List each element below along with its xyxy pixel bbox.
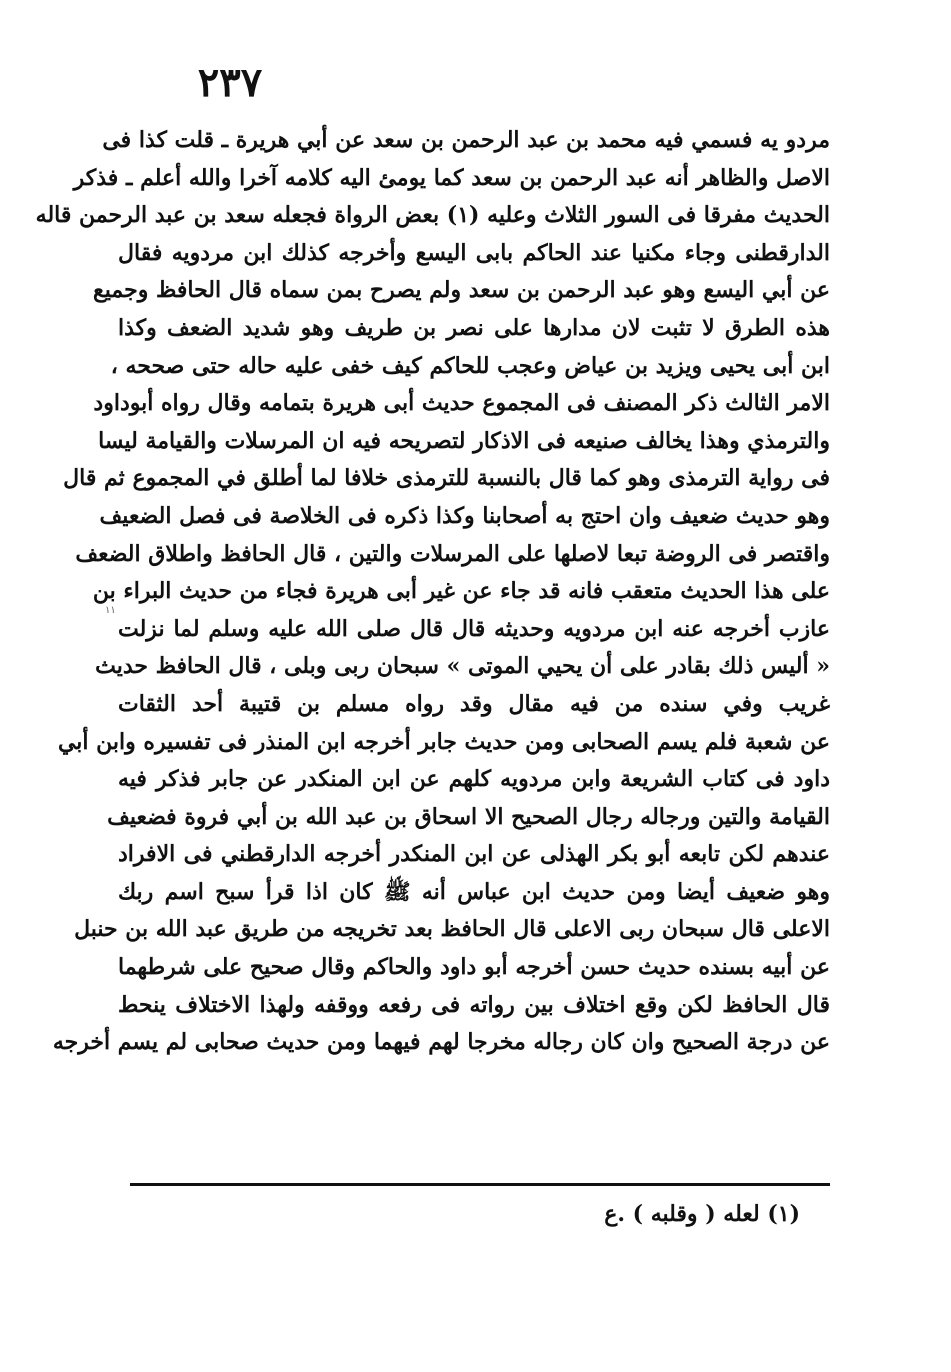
text-line: غريب وفي سنده من فيه مقال وقد رواه مسلم بن قتيبة أحد الثقات (118, 690, 830, 717)
text-line: واقتصر فى الروضة تبعا لاصلها على المرسلات والتين ، قال الحافظ واطلاق الضعف (75, 540, 830, 567)
page-number: ٢٣٧ (197, 59, 263, 106)
text-line: وهو حديث ضعيف وان احتج به أصحابنا وكذا ذكره فى الخلاصة فى فصل الضعيف (99, 502, 830, 529)
text-line: داود فى كتاب الشريعة وابن مردويه كلهم عن ابن المنكدر عن جابر فذكر فيه (118, 766, 830, 793)
text-line: الدارقطنى وجاء مكنيا عند الحاكم بابى اليسع وأخرجه كذلك ابن مردويه فقال (118, 239, 830, 266)
text-line: قال الحافظ لكن وقع اختلاف بين رواته فى رفعه ووقفه ولهذا الاختلاف ينحط (118, 991, 830, 1018)
text-line: الاصل والظاهر أنه عبد الرحمن بن سعد كما يومئ اليه كلامه آخرا والله أعلم ـ فذكر (73, 164, 830, 191)
text-line: فى رواية الترمذى وهو كما قال بالنسبة للترمذى خلافا لما أطلق في المجموع ثم قال (63, 465, 830, 492)
text-line: « أليس ذلك بقادر على أن يحيي الموتى » سبحان ربى وبلى ، قال الحافظ حديث (95, 653, 830, 680)
text-line: ابن أبى يحيى ويزيد بن عياض وعجب للحاكم كيف خفى عليه حاله حتى صححه ، (110, 352, 830, 379)
text-line: عندهم لكن تابعه أبو بكر الهذلى عن ابن المنكدر أخرجه الدارقطني فى الافراد (118, 841, 830, 868)
text-line: وهو ضعيف أيضا ومن حديث ابن عباس أنه ﷺ كان اذا قرأ سبح اسم ربك (118, 878, 830, 905)
margin-mark: ١١ (105, 605, 116, 616)
footnote-divider (130, 1183, 830, 1186)
text-line: مردو يه فسمي فيه محمد بن عبد الرحمن بن سعد عن أبي هريرة ـ قلت كذا فى (102, 127, 830, 153)
text-line: على هذا الحديث متعقب فانه قد جاء عن غير أبى هريرة فجاء من حديث البراء بن (92, 578, 830, 605)
text-line: عن أبيه بسنده حديث حسن أخرجه أبو داود والحاكم وقال صحيح على شرطهما (118, 954, 830, 981)
text-line: عن شعبة فلم يسم الصحابى ومن حديث جابر أخرجه ابن المنذر فى تفسيره وابن أبي (57, 728, 830, 755)
text-line: القيامة والتين ورجاله رجال الصحيح الا اسحاق بن عبد الله بن أبي فروة فضعيف (107, 803, 830, 830)
text-line: والترمذي وهذا يخالف صنيعه فى الاذكار لتصريحه فيه ان المرسلات والقيامة ليسا (98, 427, 830, 454)
text-line: الاعلى قال سبحان ربى الاعلى قال الحافظ بعد تخريجه من طريق عبد الله بن حنبل (74, 916, 830, 943)
footnote: (١) لعله ( وقلبه ) .ع (604, 1201, 800, 1227)
text-line: الحديث مفرقا فى السور الثلاث وعليه (١) بعض الرواة فجعله سعد بن عبد الرحمن قاله (35, 202, 830, 229)
text-line: عن درجة الصحيح وان كان رجاله مخرجا لهم فيهما ومن حديث صحابى لم يسم أخرجه (52, 1029, 830, 1056)
text-line: عازب أخرجه عنه ابن مردويه وحديثه قال قال صلى الله عليه وسلم لما نزلت (118, 615, 830, 642)
text-line: الامر الثالث ذكر المصنف فى المجموع حديث أبى هريرة بتمامه وقال رواه أبوداود (93, 390, 830, 417)
text-line: عن أبي اليسع وهو عبد الرحمن بن سعد ولم يصرح بمن سماه قال الحافظ وجميع (93, 277, 830, 304)
text-line: هذه الطرق لا تثبت لان مدارها على نصر بن طريف وهو شديد الضعف وكذا (118, 314, 830, 341)
